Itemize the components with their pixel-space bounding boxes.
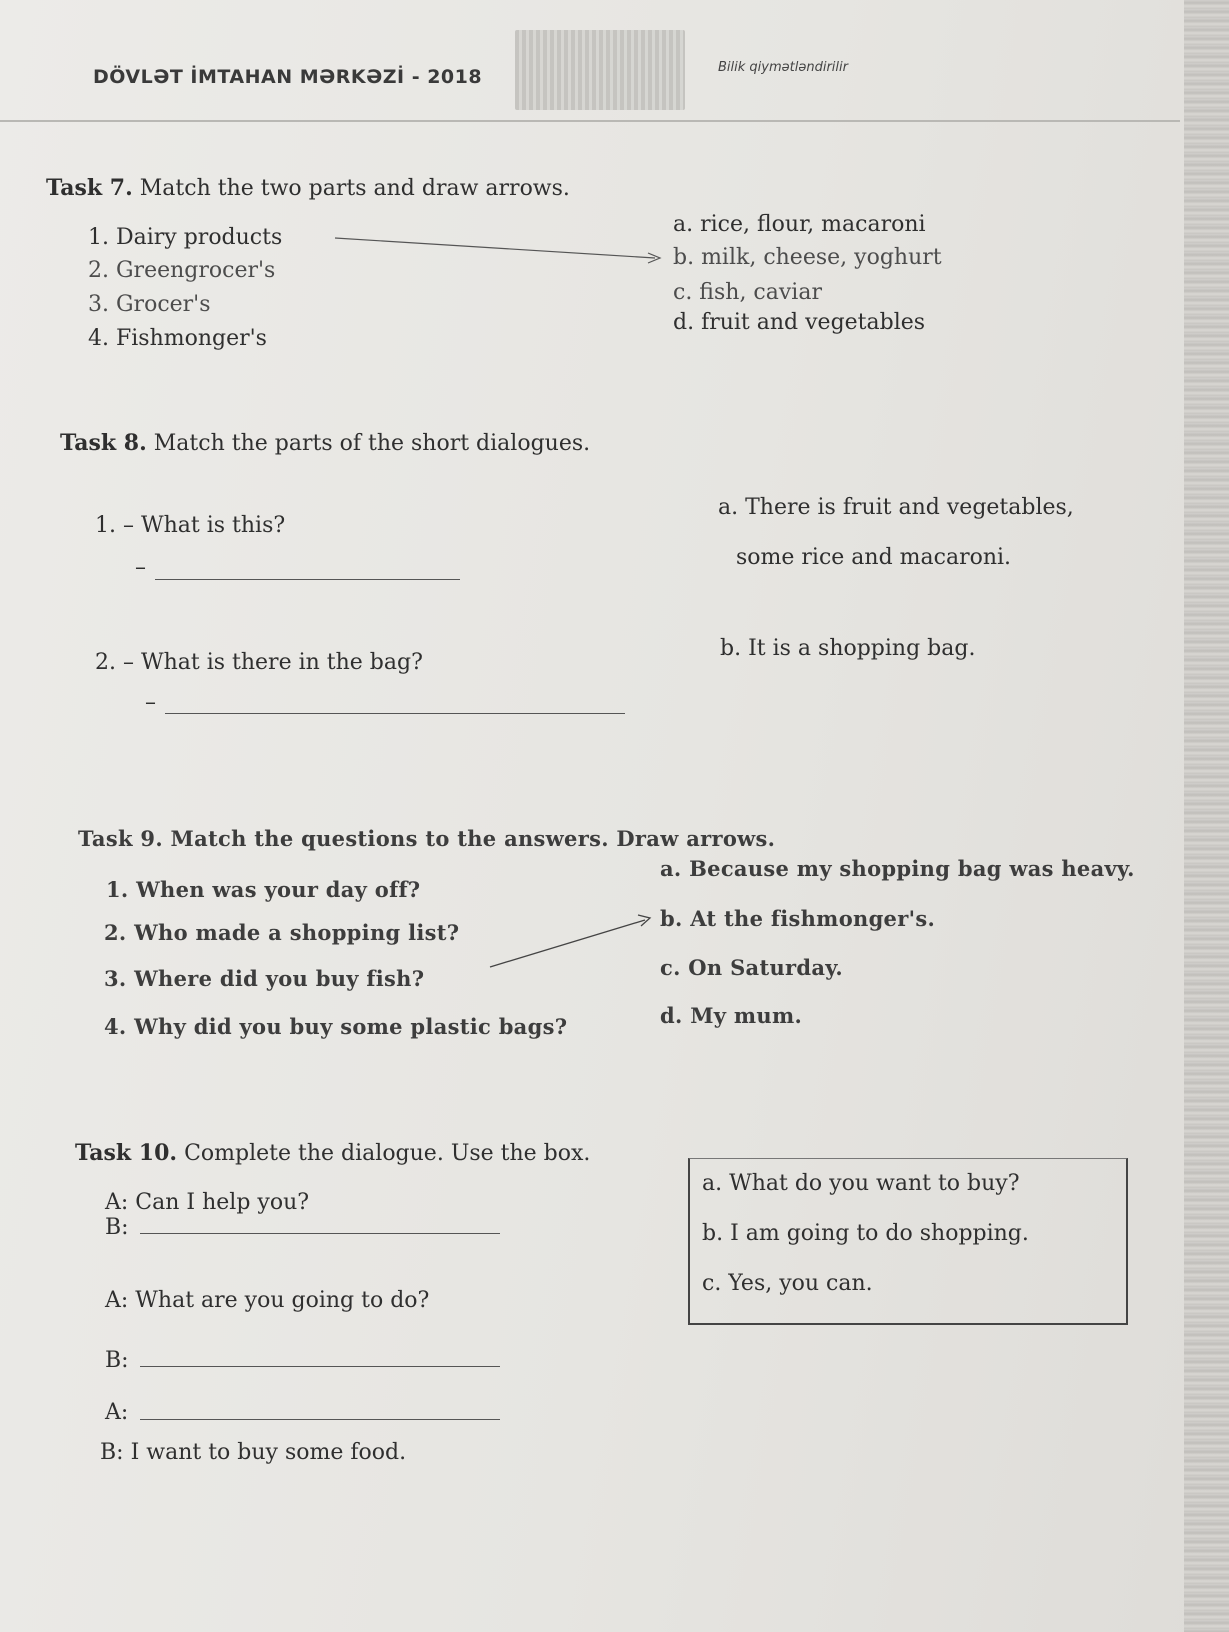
task7-right-a: a. rice, flour, macaroni	[673, 212, 926, 237]
task10-line-2: B:	[105, 1215, 129, 1240]
task9-question-1: 1. When was your day off?	[106, 877, 421, 902]
task7-right-c: c. fish, caviar	[673, 280, 822, 305]
task8-option-a-line2: some rice and macaroni.	[736, 545, 1012, 570]
task10-box-b: b. I am going to do shopping.	[702, 1221, 1029, 1246]
task7-arrow-head	[648, 253, 660, 263]
task10-blank-1[interactable]	[140, 1232, 500, 1234]
task8-answer-dash-1: –	[135, 555, 146, 580]
task8-answer-blank-1[interactable]	[155, 578, 460, 580]
task7-right-b: b. milk, cheese, yoghurt	[673, 245, 942, 270]
task7-left-1: 1. Dairy products	[88, 225, 283, 250]
task10-line-3: A: What are you going to do?	[105, 1288, 430, 1313]
task9-arrow-head	[638, 915, 650, 926]
task9-question-2: 2. Who made a shopping list?	[104, 920, 460, 945]
task8-question-2: 2. – What is there in the bag?	[95, 650, 423, 675]
barcode-stamp	[515, 30, 685, 110]
task10-line-5: A:	[105, 1400, 129, 1425]
task10-line-4: B:	[105, 1348, 129, 1373]
header-divider	[0, 120, 1180, 122]
task9-question-3: 3. Where did you buy fish?	[104, 966, 425, 991]
task9-question-4: 4. Why did you buy some plastic bags?	[104, 1014, 568, 1039]
task7-right-d: d. fruit and vegetables	[673, 310, 926, 335]
task7-left-4: 4. Fishmonger's	[88, 326, 267, 351]
task10-blank-3[interactable]	[140, 1418, 500, 1420]
task8-answer-blank-2[interactable]	[165, 712, 625, 714]
task8-option-b: b. It is a shopping bag.	[720, 636, 976, 661]
task8-title: Task 8. Match the parts of the short dialogues.	[60, 430, 591, 456]
task7-title: Task 7. Match the two parts and draw arrows.	[46, 175, 570, 201]
task9-example-arrow-line	[490, 920, 645, 967]
task10-box-c: c. Yes, you can.	[702, 1271, 873, 1296]
task7-left-2: 2. Greengrocer's	[88, 258, 276, 283]
task10-blank-2[interactable]	[140, 1365, 500, 1367]
task10-title: Task 10. Complete the dialogue. Use the box.	[75, 1140, 591, 1166]
header-note: Bilik qiymətləndirilir	[718, 60, 848, 75]
task8-option-a-line1: a. There is fruit and vegetables,	[718, 495, 1074, 520]
header-organization: DÖVLƏT İMTAHAN MƏRKƏZİ - 2018	[93, 66, 483, 88]
task9-answer-a: a. Because my shopping bag was heavy.	[660, 856, 1135, 881]
task9-answer-c: c. On Saturday.	[660, 955, 843, 980]
task10-line-6: B: I want to buy some food.	[100, 1440, 407, 1465]
task7-example-arrow-line	[335, 238, 655, 258]
task9-title: Task 9. Match the questions to the answers. Draw arrows.	[78, 826, 776, 851]
task8-question-1: 1. – What is this?	[95, 513, 286, 538]
task10-line-1: A: Can I help you?	[105, 1190, 310, 1215]
task9-answer-b: b. At the fishmonger's.	[660, 906, 936, 931]
task9-answer-d: d. My mum.	[660, 1003, 803, 1028]
page-edge-shadow	[1184, 0, 1229, 1632]
task10-answer-box	[688, 1158, 1128, 1325]
task7-left-3: 3. Grocer's	[88, 292, 211, 317]
task10-box-a: a. What do you want to buy?	[702, 1171, 1020, 1196]
task8-answer-dash-2: –	[145, 690, 156, 715]
